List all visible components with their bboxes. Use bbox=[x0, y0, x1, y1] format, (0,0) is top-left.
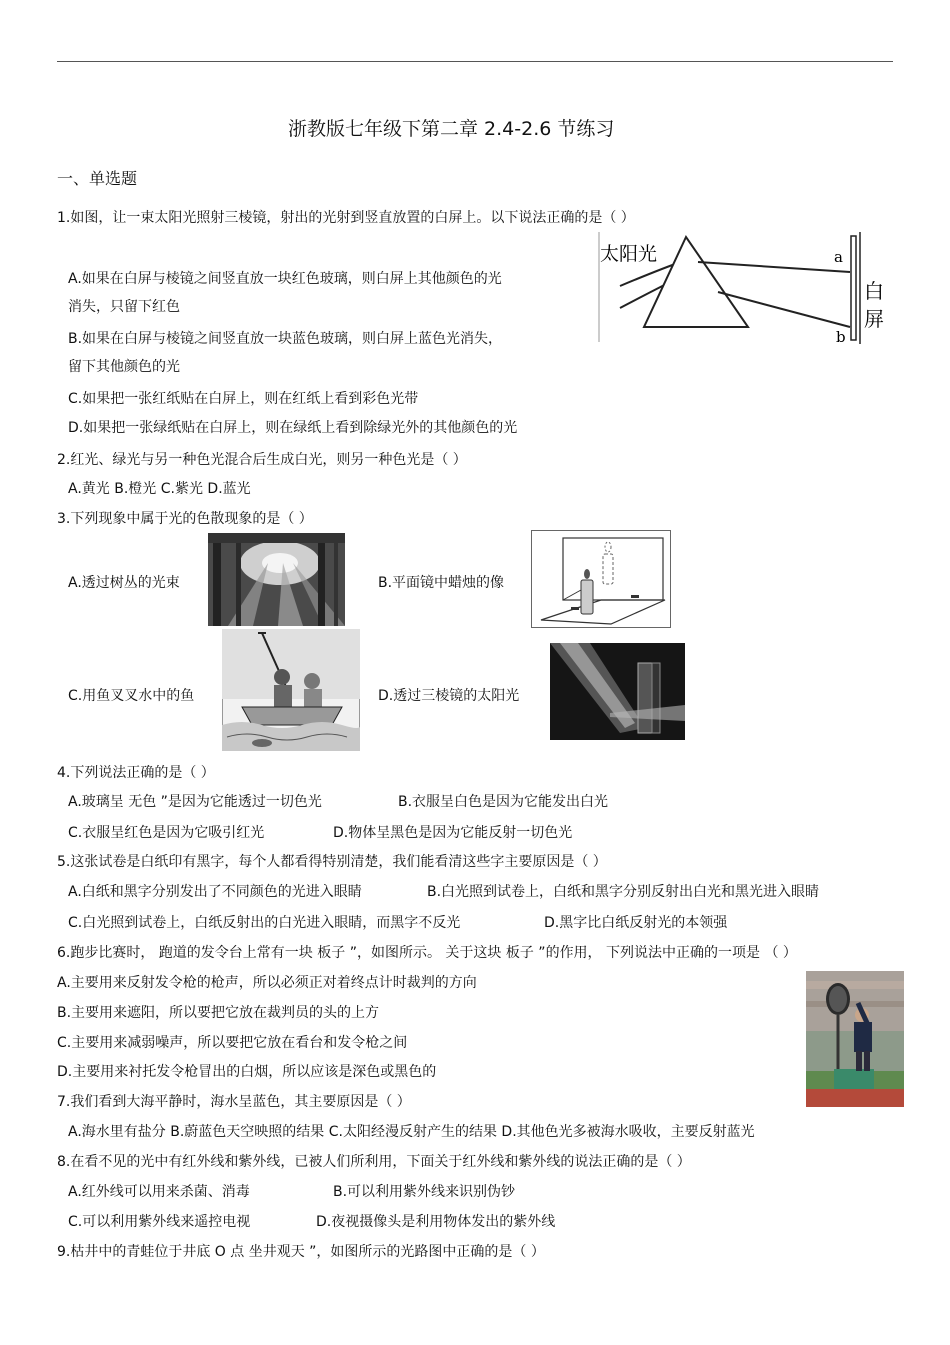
mirror-candle-figure bbox=[531, 530, 671, 628]
q6-option-b: B.主要用来遮阳，所以要把它放在裁判员的头的上方 bbox=[57, 1005, 380, 1021]
q8-option-b: B.可以利用紫外线来识别伪钞 bbox=[333, 1184, 516, 1200]
q1-stem: 1.如图，让一束太阳光照射三棱镜，射出的光射到竖直放置的白屏上。以下说法正确的是（ ） bbox=[57, 210, 635, 226]
q1-option-c: C.如果把一张红纸贴在白屏上，则在红纸上看到彩色光带 bbox=[68, 391, 419, 407]
q6-option-a: A.主要用来反射发令枪的枪声，所以必须正对着终点计时裁判的方向 bbox=[57, 975, 477, 991]
q1-option-b-line2: 留下其他颜色的光 bbox=[68, 359, 180, 375]
starter-board-photo bbox=[806, 971, 904, 1107]
q8-stem: 8.在看不见的光中有红外线和紫外线，已被人们所利用，下面关于红外线和紫外线的说法正确的是（ ） bbox=[57, 1154, 691, 1170]
q5-stem: 5.这张试卷是白纸印有黑字，每个人都看得特别清楚，我们能看清这些字主要原因是（ ） bbox=[57, 854, 607, 870]
fishing-spear-figure bbox=[222, 629, 360, 751]
q7-stem: 7.我们看到大海平静时，海水呈蓝色，其主要原因是（ ） bbox=[57, 1094, 411, 1110]
q3-option-b: B.平面镜中蜡烛的像 bbox=[378, 575, 505, 591]
q3-option-a: A.透过树丛的光束 bbox=[68, 575, 180, 591]
screen-label-2: 屏 bbox=[864, 307, 884, 331]
q2-options: A.黄光 B.橙光 C.紫光 D.蓝光 bbox=[68, 481, 251, 497]
q8-option-a: A.红外线可以用来杀菌、消毒 bbox=[68, 1184, 250, 1200]
q5-option-b: B.白光照到试卷上，白纸和黑字分别反射出白光和黑光进入眼睛 bbox=[427, 884, 820, 900]
q4-option-b: B.衣服呈白色是因为它能发出白光 bbox=[398, 794, 609, 810]
header-rule bbox=[57, 61, 893, 62]
q1-option-a-line2: 消失，只留下红色 bbox=[68, 299, 180, 315]
q1-option-d: D.如果把一张绿纸贴在白屏上，则在绿纸上看到除绿光外的其他颜色的光 bbox=[68, 420, 518, 436]
prism-sunlight-photo bbox=[550, 643, 685, 740]
q6-stem: 6.跑步比赛时， 跑道的发令台上常有一块 板子 ”，如图所示。 关于这块 板子 ”的作用， 下列说法中正确的一项是 （ ） bbox=[57, 945, 797, 961]
q6-option-d: D.主要用来衬托发令枪冒出的白烟，所以应该是深色或黑色的 bbox=[57, 1064, 437, 1080]
ray-a-label: a bbox=[834, 248, 843, 266]
dispersed-ray-a bbox=[698, 262, 850, 272]
section-heading: 一、单选题 bbox=[57, 169, 138, 188]
q5-option-d: D.黑字比白纸反射光的本领强 bbox=[544, 915, 728, 931]
sun-light-label: 太阳光 bbox=[600, 243, 658, 265]
prism-triangle bbox=[644, 237, 748, 327]
forest-light-photo bbox=[208, 533, 345, 626]
white-screen bbox=[851, 236, 856, 340]
page-title: 浙教版七年级下第二章 2.4-2.6 节练习 bbox=[288, 118, 615, 140]
q1-option-b-line1: B.如果在白屏与棱镜之间竖直放一块蓝色玻璃，则白屏上蓝色光消失， bbox=[68, 331, 503, 347]
q7-options: A.海水里有盐分 B.蔚蓝色天空映照的结果 C.太阳经漫反射产生的结果 D.其他色光多被海水吸收，主要反射蓝光 bbox=[68, 1124, 755, 1140]
q3-option-c: C.用鱼叉叉水中的鱼 bbox=[68, 688, 195, 704]
q6-option-c: C.主要用来减弱噪声，所以要把它放在看台和发令枪之间 bbox=[57, 1035, 408, 1051]
screen-label-1: 白 bbox=[864, 279, 884, 303]
q4-stem: 4.下列说法正确的是（ ） bbox=[57, 765, 215, 781]
q5-option-a: A.白纸和黑字分别发出了不同颜色的光进入眼睛 bbox=[68, 884, 362, 900]
q8-option-d: D.夜视摄像头是利用物体发出的紫外线 bbox=[316, 1214, 556, 1230]
q3-option-d: D.透过三棱镜的太阳光 bbox=[378, 688, 520, 704]
q4-option-a: A.玻璃呈 无色 ”是因为它能透过一切色光 bbox=[68, 794, 322, 810]
q8-option-c: C.可以利用紫外线来遥控电视 bbox=[68, 1214, 251, 1230]
q2-stem: 2.红光、绿光与另一种色光混合后生成白光，则另一种色光是（ ） bbox=[57, 452, 467, 468]
q4-option-d: D.物体呈黑色是因为它能反射一切色光 bbox=[333, 825, 573, 841]
q3-stem: 3.下列现象中属于光的色散现象的是（ ） bbox=[57, 511, 313, 527]
prism-diagram bbox=[598, 232, 890, 344]
ray-b-label: b bbox=[836, 328, 846, 344]
q5-option-c: C.白光照到试卷上，白纸反射出的白光进入眼睛，而黑字不反光 bbox=[68, 915, 461, 931]
q9-stem: 9.枯井中的青蛙位于井底 O 点 坐井观天 ”，如图所示的光路图中正确的是（ ） bbox=[57, 1244, 545, 1260]
q4-option-c: C.衣服呈红色是因为它吸引红光 bbox=[68, 825, 265, 841]
q1-option-a-line1: A.如果在白屏与棱镜之间竖直放一块红色玻璃，则白屏上其他颜色的光 bbox=[68, 271, 502, 287]
